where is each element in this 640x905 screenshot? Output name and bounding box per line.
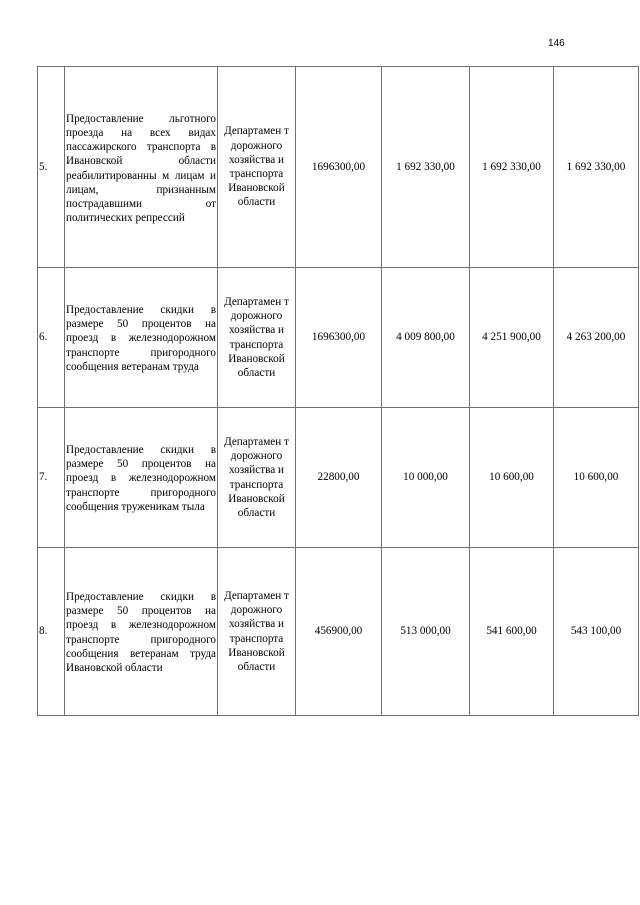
table-row xyxy=(38,268,639,408)
row-number: 8. xyxy=(38,548,65,716)
row-number: 5. xyxy=(38,67,65,268)
row-number: 7. xyxy=(38,408,65,548)
department-name: Департамен т дорожного хозяйства и транспорта Ивановской области xyxy=(218,268,296,408)
measure-name: Предоставление скидки в размере 50 процентов на проезд в железнодорожном транспорте пригородного сообщения ветеранам труда xyxy=(65,268,218,408)
value-cell-2: 10 000,00 xyxy=(382,408,470,548)
department-name: Департамен т дорожного хозяйства и транспорта Ивановской области xyxy=(218,548,296,716)
value-cell-1: 1696300,00 xyxy=(296,268,382,408)
value-cell-2: 513 000,00 xyxy=(382,548,470,716)
department-name: Департамен т дорожного хозяйства и транспорта Ивановской области xyxy=(218,67,296,268)
measure-name: Предоставление льготного проезда на всех видах пассажирского транспорта в Ивановской области реабилитированны м лицам и лицам, признанным пострадавшими от политических репрессий xyxy=(65,67,218,268)
value-cell-2: 4 009 800,00 xyxy=(382,268,470,408)
value-cell-1: 456900,00 xyxy=(296,548,382,716)
value-cell-3: 10 600,00 xyxy=(470,408,554,548)
table-row xyxy=(38,408,639,548)
value-cell-4: 10 600,00 xyxy=(554,408,639,548)
value-cell-4: 543 100,00 xyxy=(554,548,639,716)
value-cell-4: 1 692 330,00 xyxy=(554,67,639,268)
value-cell-2: 1 692 330,00 xyxy=(382,67,470,268)
value-cell-1: 1696300,00 xyxy=(296,67,382,268)
value-cell-3: 1 692 330,00 xyxy=(470,67,554,268)
measure-name: Предоставление скидки в размере 50 процентов на проезд в железнодорожном транспорте пригородного сообщения труженикам тыла xyxy=(65,408,218,548)
page-number: 146 xyxy=(548,38,565,49)
department-name: Департамен т дорожного хозяйства и транспорта Ивановской области xyxy=(218,408,296,548)
value-cell-1: 22800,00 xyxy=(296,408,382,548)
row-number: 6. xyxy=(38,268,65,408)
value-cell-4: 4 263 200,00 xyxy=(554,268,639,408)
table-row xyxy=(38,548,639,716)
value-cell-3: 541 600,00 xyxy=(470,548,554,716)
table-row xyxy=(38,67,639,268)
measure-name: Предоставление скидки в размере 50 процентов на проезд в железнодорожном транспорте пригородного сообщения ветеранам труда Ивановской области xyxy=(65,548,218,716)
budget-table xyxy=(37,66,639,716)
value-cell-3: 4 251 900,00 xyxy=(470,268,554,408)
